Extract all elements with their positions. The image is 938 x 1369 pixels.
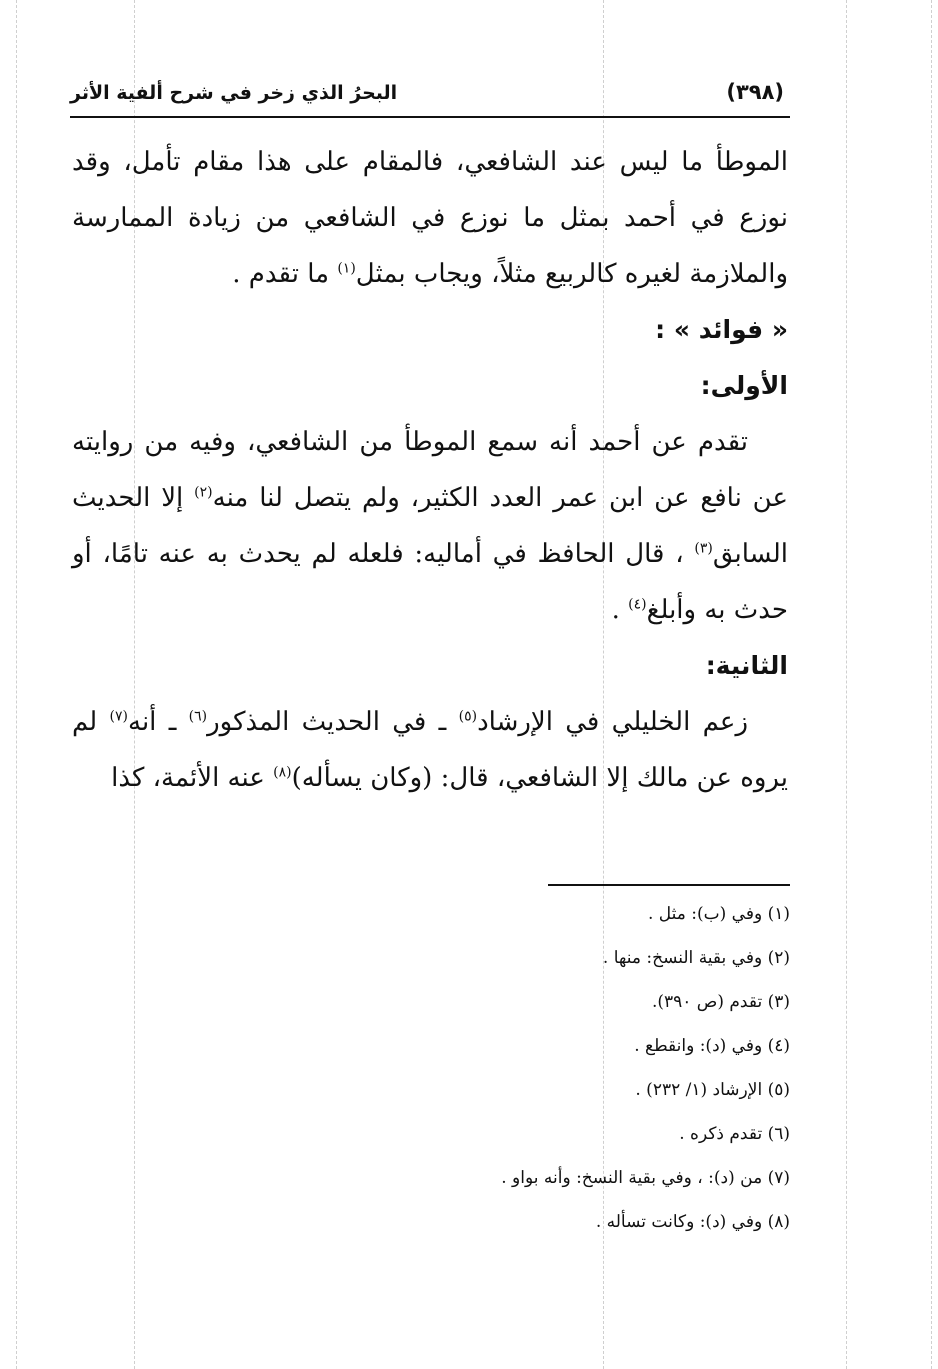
footnote-marker: (٥) xyxy=(458,708,478,725)
footnote: (٤) وفي (د): وانقطع . xyxy=(634,1036,790,1056)
footnote-separator xyxy=(548,884,790,886)
page-number: (٣٩٨) xyxy=(726,80,784,104)
footnote-marker: (١) xyxy=(337,260,356,277)
footnote: (٨) وفي (د): وكانت تسأله . xyxy=(595,1212,790,1232)
main-text xyxy=(72,134,788,806)
text-run: تقدم عن أحمد أنه سمع الموطأ من الشافعي، وفيه من روايته عن نافع عن ابن عمر العدد الكثير، ولم يتصل لنا منه xyxy=(72,427,788,513)
text-run: ـ في الحديث المذكور xyxy=(207,707,459,737)
text-run: لم يروه عن مالك إلا الشافعي، قال: (وكان يسأله) xyxy=(72,707,788,793)
footnote: (٥) الإرشاد (١/ ٢٣٢) . xyxy=(635,1080,790,1100)
section-heading: الأولى: xyxy=(700,371,788,400)
footnote-marker: (٤) xyxy=(628,596,647,613)
running-title: البحرُ الذي زخر في شرح ألفية الأثر xyxy=(70,82,398,104)
footnote: (٢) وفي بقية النسخ: منها . xyxy=(602,948,790,968)
section-heading: « فوائد » : xyxy=(655,315,788,344)
paragraph xyxy=(72,694,788,806)
section-heading: الثانية: xyxy=(705,651,788,680)
footnote-marker: (٣) xyxy=(694,540,713,557)
footnote-marker: (٢) xyxy=(194,484,213,501)
text-run: الموطأ ما ليس عند الشافعي، فالمقام على هذا مقام تأمل، وقد نوزع في أحمد بمثل ما نوزع في الشافعي من زيادة الممارسة والملازمة لغيره كالربيع مثلاً، ويجاب بمثل xyxy=(72,147,788,289)
text-run: ما تقدم . xyxy=(232,259,338,289)
footnote: (١) وفي (ب): مثل . xyxy=(647,904,790,924)
footnote-marker: (٨) xyxy=(273,764,292,781)
scan-guide-line xyxy=(846,0,847,1369)
text-run: ، قال الحافظ في أماليه: فلعله لم يحدث به عنه تامًا، أو حدث به وأبلغ xyxy=(72,539,788,625)
page-header xyxy=(70,80,790,118)
text-run: زعم الخليلي في الإرشاد xyxy=(477,707,749,737)
paragraph xyxy=(72,414,788,638)
scan-guide-line xyxy=(931,0,932,1369)
footnote: (٦) تقدم ذكره . xyxy=(679,1124,790,1144)
scan-guide-line xyxy=(16,0,17,1369)
text-run: ـ أنه xyxy=(128,707,189,737)
footnote: (٧) من (د): ، وفي بقية النسخ: وأنه بواو . xyxy=(501,1168,790,1188)
text-run: . xyxy=(611,595,629,625)
text-run: عنه الأئمة، كذا xyxy=(111,763,274,793)
footnote-marker: (٧) xyxy=(109,708,128,725)
footnote: (٣) تقدم (ص ٣٩٠). xyxy=(651,992,790,1012)
footnotes xyxy=(380,898,790,1250)
footnote-marker: (٦) xyxy=(188,708,208,725)
paragraph xyxy=(72,134,788,302)
text-run: إلا الحديث السابق xyxy=(72,483,788,569)
